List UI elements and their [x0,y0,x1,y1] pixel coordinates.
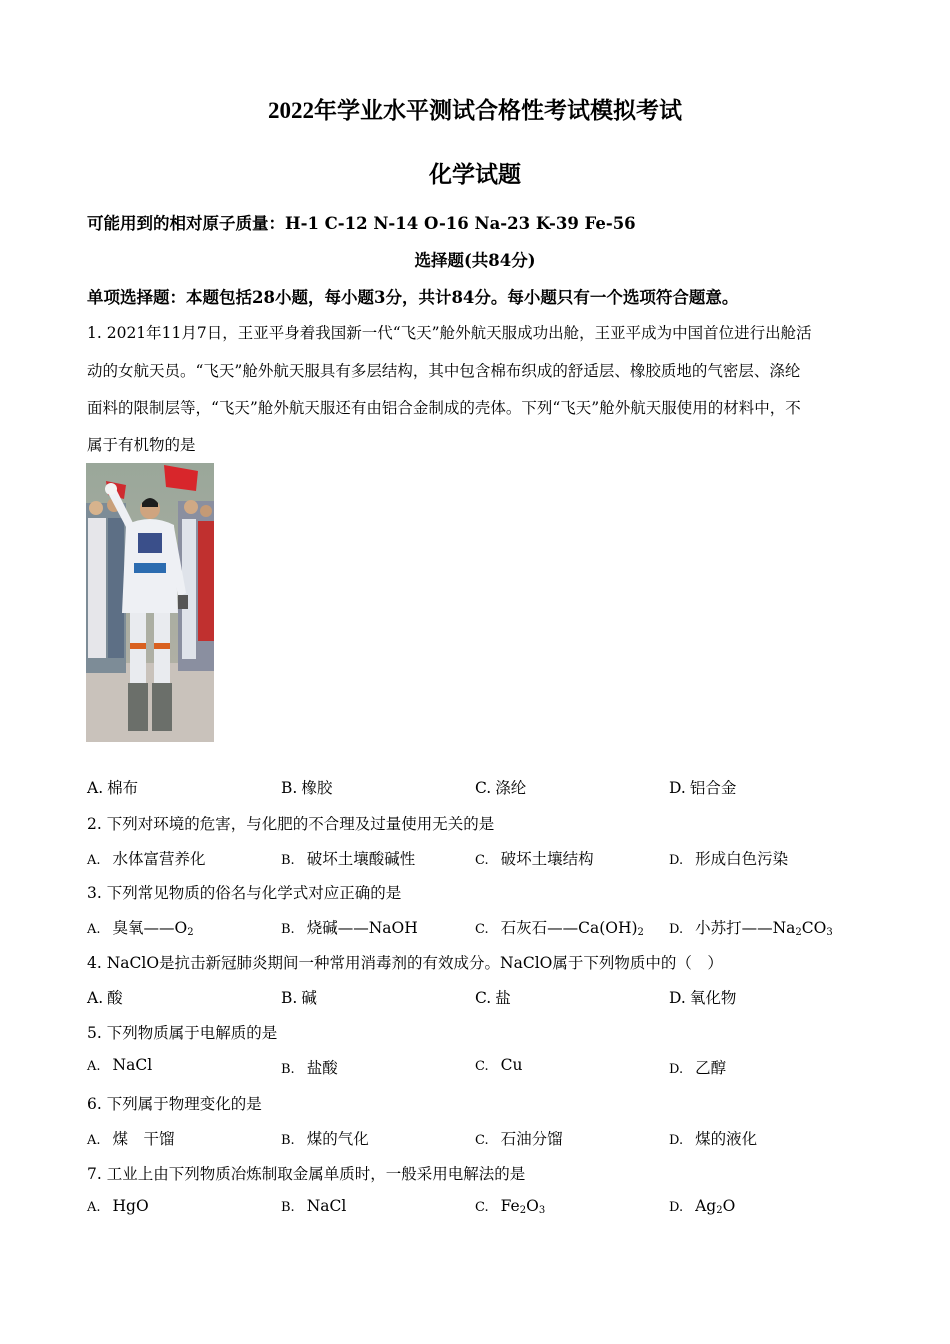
option-d[interactable]: D. 形成白色污染 [669,850,789,868]
option-b[interactable]: B. 烧碱——NaOH [281,919,418,937]
option-a[interactable]: A. 棉布 [87,779,139,797]
option-d[interactable]: D. 煤的液化 [669,1130,758,1148]
section-title: 选择题(共84分) [414,251,536,270]
question-1-line-3: 面料的限制层等，“飞天”舱外航天服还有由铝合金制成的壳体。下列“飞天”舱外航天服使用的材料中，不 [87,399,801,417]
option-b[interactable]: B. 橡胶 [281,779,333,797]
option-b[interactable]: B. 盐酸 [281,1059,338,1077]
question-7-stem: 7. 工业上由下列物质冶炼制取金属单质时，一般采用电解法的是 [87,1165,526,1183]
exam-title: 2022年学业水平测试合格性考试模拟考试 [268,98,682,123]
question-5-options [87,1056,887,1080]
question-4-options [87,986,887,1010]
question-3-stem: 3. 下列常见物质的俗名与化学式对应正确的是 [87,884,402,902]
option-b[interactable]: B. NaCl [281,1197,347,1215]
question-6-options [87,1127,887,1151]
option-c[interactable]: C. $Fe_2O_3$ [475,1197,546,1216]
option-a[interactable]: A. 水体富营养化 [87,850,206,868]
question-7-options [87,1197,887,1221]
subject-title: 化学试题 [429,162,521,187]
option-c[interactable]: C. 石灰石$——Ca(OH)_2$ [475,919,644,938]
option-a[interactable]: A. 酸 [87,989,123,1007]
option-a[interactable]: A. NaCl [87,1056,153,1074]
option-c[interactable]: C. 石油分馏 [475,1130,563,1148]
option-c[interactable]: C. 涤纶 [475,779,527,797]
option-a[interactable]: A. HgO [87,1197,149,1215]
question-2-stem: 2. 下列对环境的危害，与化肥的不合理及过量使用无关的是 [87,815,495,833]
question-1-line-4: 属于有机物的是 [87,436,196,454]
question-4-stem: 4. NaClO是抗击新冠肺炎期间一种常用消毒剂的有效成分。NaClO属于下列物质中的（ ） [87,954,723,972]
option-a[interactable]: A. 臭氧$——O_2$ [87,919,194,938]
option-b[interactable]: B. 碱 [281,989,317,1007]
option-d[interactable]: D. 铝合金 [669,779,737,797]
option-d[interactable]: D. 氧化物 [669,989,737,1007]
option-b[interactable]: B. 破坏土壤酸碱性 [281,850,416,868]
question-6-stem: 6. 下列属于物理变化的是 [87,1095,262,1113]
question-1-options [87,776,887,800]
option-d[interactable]: D. 小苏打$——Na_2CO_3$ [669,919,833,938]
question-5-stem: 5. 下列物质属于电解质的是 [87,1024,278,1042]
question-1-line-1: 1. 2021年11月7日，王亚平身着我国新一代“飞天”舱外航天服成功出舱，王亚平成为中国首位进行出舱活 [87,324,812,342]
atomic-masses: 可能用到的相对原子质量：H-1 C-12 N-14 O-16 Na-23 K-39 Fe-56 [87,214,636,233]
option-a[interactable]: A. 煤 干馏 [87,1130,175,1148]
astronaut-photo [86,463,214,742]
option-d[interactable]: D. $Ag_2O$ [669,1197,736,1216]
option-c[interactable]: C. 盐 [475,989,511,1007]
option-c[interactable]: C. Cu [475,1056,523,1074]
question-2-options [87,847,887,871]
option-b[interactable]: B. 煤的气化 [281,1130,369,1148]
question-1-line-2: 动的女航天员。“飞天”舱外航天服具有多层结构，其中包含棉布织成的舒适层、橡胶质地的气密层、涤纶 [87,362,801,380]
instructions: 单项选择题：本题包括28小题，每小题3分，共计84分。每小题只有一个选项符合题意。 [87,288,739,307]
question-3-options [87,916,887,940]
option-c[interactable]: C. 破坏土壤结构 [475,850,594,868]
option-d[interactable]: D. 乙醇 [669,1059,727,1077]
